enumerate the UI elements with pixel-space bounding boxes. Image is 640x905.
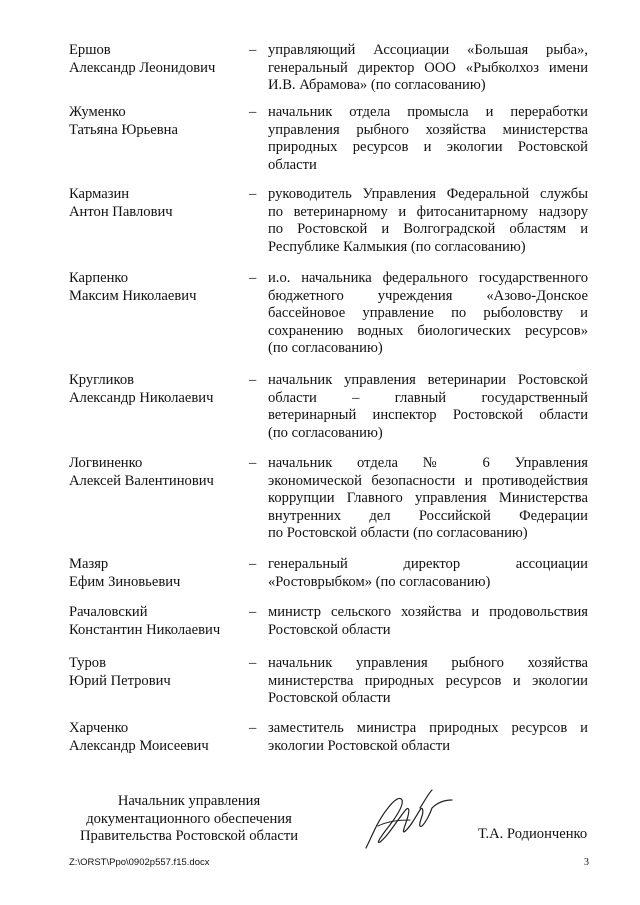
member-role-line: (по согласованию) xyxy=(268,424,383,441)
member-role-line: внутренних дел Российской Федерации xyxy=(268,507,588,524)
member-role-line: заместитель министра природных ресурсов и xyxy=(268,720,588,736)
member-role-line: коррупции Главного управления Министерства xyxy=(268,490,588,506)
dash-separator: – xyxy=(249,720,257,736)
member-role xyxy=(268,556,588,591)
member-surname: Туров xyxy=(69,655,106,671)
member-role-line: руководитель Управления Федеральной службы xyxy=(268,186,588,202)
member-role-line: управления рыбного хозяйства министерства xyxy=(268,121,588,138)
member-role-line: экономической безопасности и противодействия xyxy=(268,472,588,489)
dash-separator: – xyxy=(249,372,257,388)
dash-separator: – xyxy=(249,455,257,471)
member-given-names: Антон Павлович xyxy=(69,203,173,220)
member-name xyxy=(69,720,244,755)
dash-separator: – xyxy=(249,556,257,572)
member-role-line: области xyxy=(268,156,317,173)
member-given-names: Алексей Валентинович xyxy=(69,472,214,489)
member-given-names: Константин Николаевич xyxy=(69,621,221,638)
member-surname: Кругликов xyxy=(69,372,135,388)
member-name xyxy=(69,104,244,139)
member-role-line: (по согласованию) xyxy=(268,340,383,356)
member-role-line: генеральный директор ООО «Рыбколхоз имени xyxy=(268,59,588,76)
dash-separator: – xyxy=(249,655,257,671)
member-given-names: Юрий Петрович xyxy=(69,672,171,689)
member-role xyxy=(268,104,588,174)
member-role-line: начальник управления ветеринарии Ростовской xyxy=(268,372,588,388)
page-number: 3 xyxy=(584,857,589,868)
handwritten-signature xyxy=(358,786,458,856)
member-role xyxy=(268,372,588,442)
member-role-line: министр сельского хозяйства и продовольствия xyxy=(268,604,588,620)
member-role-line: сохранению водных биологических ресурсов» xyxy=(268,322,588,339)
signer-name: Т.А. Родионченко xyxy=(478,826,588,842)
member-given-names: Александр Николаевич xyxy=(69,389,214,406)
member-surname: Ершов xyxy=(69,42,111,58)
member-name xyxy=(69,42,244,77)
member-name xyxy=(69,372,244,407)
member-given-names: Александр Леонидович xyxy=(69,59,216,76)
member-role xyxy=(268,270,588,358)
member-role-line: природных ресурсов и экологии Ростовской xyxy=(268,139,588,155)
member-role-line: генеральный директор ассоциации xyxy=(268,556,588,572)
member-role-line: Республике Калмыкия (по согласованию) xyxy=(268,238,526,255)
signatory-title-line: Начальник управления xyxy=(117,793,261,809)
member-role-line: Ростовской области xyxy=(268,621,391,638)
dash-separator: – xyxy=(249,42,257,58)
dash-separator: – xyxy=(249,186,257,202)
member-role-line: и.о. начальника федерального государственного xyxy=(268,270,588,286)
member-surname: Кармазин xyxy=(69,186,130,202)
member-surname: Карпенко xyxy=(69,270,129,286)
member-role-line: области – главный государственный xyxy=(268,389,588,406)
member-role-line: бассейновое управление по рыболовству и xyxy=(268,305,588,321)
member-surname: Мазяр xyxy=(69,556,109,572)
member-surname: Харченко xyxy=(69,720,129,736)
dash-separator: – xyxy=(249,270,257,286)
member-role-line: по Ростовской области (по согласованию) xyxy=(268,525,528,541)
dash-separator: – xyxy=(249,104,257,120)
member-role xyxy=(268,655,588,708)
member-role-line: начальник управления рыбного хозяйства xyxy=(268,655,588,671)
member-surname: Логвиненко xyxy=(69,455,143,471)
member-name xyxy=(69,270,244,305)
member-role-line: «Ростоврыбком» (по согласованию) xyxy=(268,573,491,590)
member-given-names: Татьяна Юрьевна xyxy=(69,121,178,138)
member-name xyxy=(69,455,244,490)
member-given-names: Александр Моисеевич xyxy=(69,737,209,754)
member-name xyxy=(69,186,244,221)
member-role xyxy=(268,455,588,543)
file-path: Z:\ORST\Ppo\0902p557.f15.docx xyxy=(69,857,210,868)
member-name xyxy=(69,655,244,690)
member-name xyxy=(69,604,244,639)
member-role-line: экологии Ростовской области xyxy=(268,737,451,754)
signatory-title xyxy=(69,793,309,846)
member-role xyxy=(268,42,588,95)
member-role-line: министерства природных ресурсов и экологии xyxy=(268,672,588,689)
member-role-line: по Ростовской и Волгоградской областям и xyxy=(268,221,588,237)
signatory-title-line: документационного обеспечения xyxy=(86,810,292,827)
member-role-line: начальник отдела № 6 Управления xyxy=(268,455,588,471)
member-surname: Рачаловский xyxy=(69,604,148,620)
member-role-line: по ветеринарному и фитосанитарному надзору xyxy=(268,203,588,220)
member-role-line: Ростовской области xyxy=(268,690,391,706)
dash-separator: – xyxy=(249,604,257,620)
member-given-names: Максим Николаевич xyxy=(69,287,197,304)
member-role-line: управляющий Ассоциации «Большая рыба», xyxy=(268,42,588,58)
member-role xyxy=(268,604,588,639)
member-role-line: начальник отдела промысла и переработки xyxy=(268,104,588,120)
member-name xyxy=(69,556,244,591)
member-role-line: бюджетного учреждения «Азово-Донское xyxy=(268,287,588,304)
signatory-title-line: Правительства Ростовской области xyxy=(79,828,299,844)
member-surname: Жуменко xyxy=(69,104,126,120)
member-role-line: И.В. Абрамова» (по согласованию) xyxy=(268,77,486,93)
member-given-names: Ефим Зиновьевич xyxy=(69,573,181,590)
member-role xyxy=(268,720,588,755)
member-role-line: ветеринарный инспектор Ростовской области xyxy=(268,407,588,423)
member-role xyxy=(268,186,588,256)
